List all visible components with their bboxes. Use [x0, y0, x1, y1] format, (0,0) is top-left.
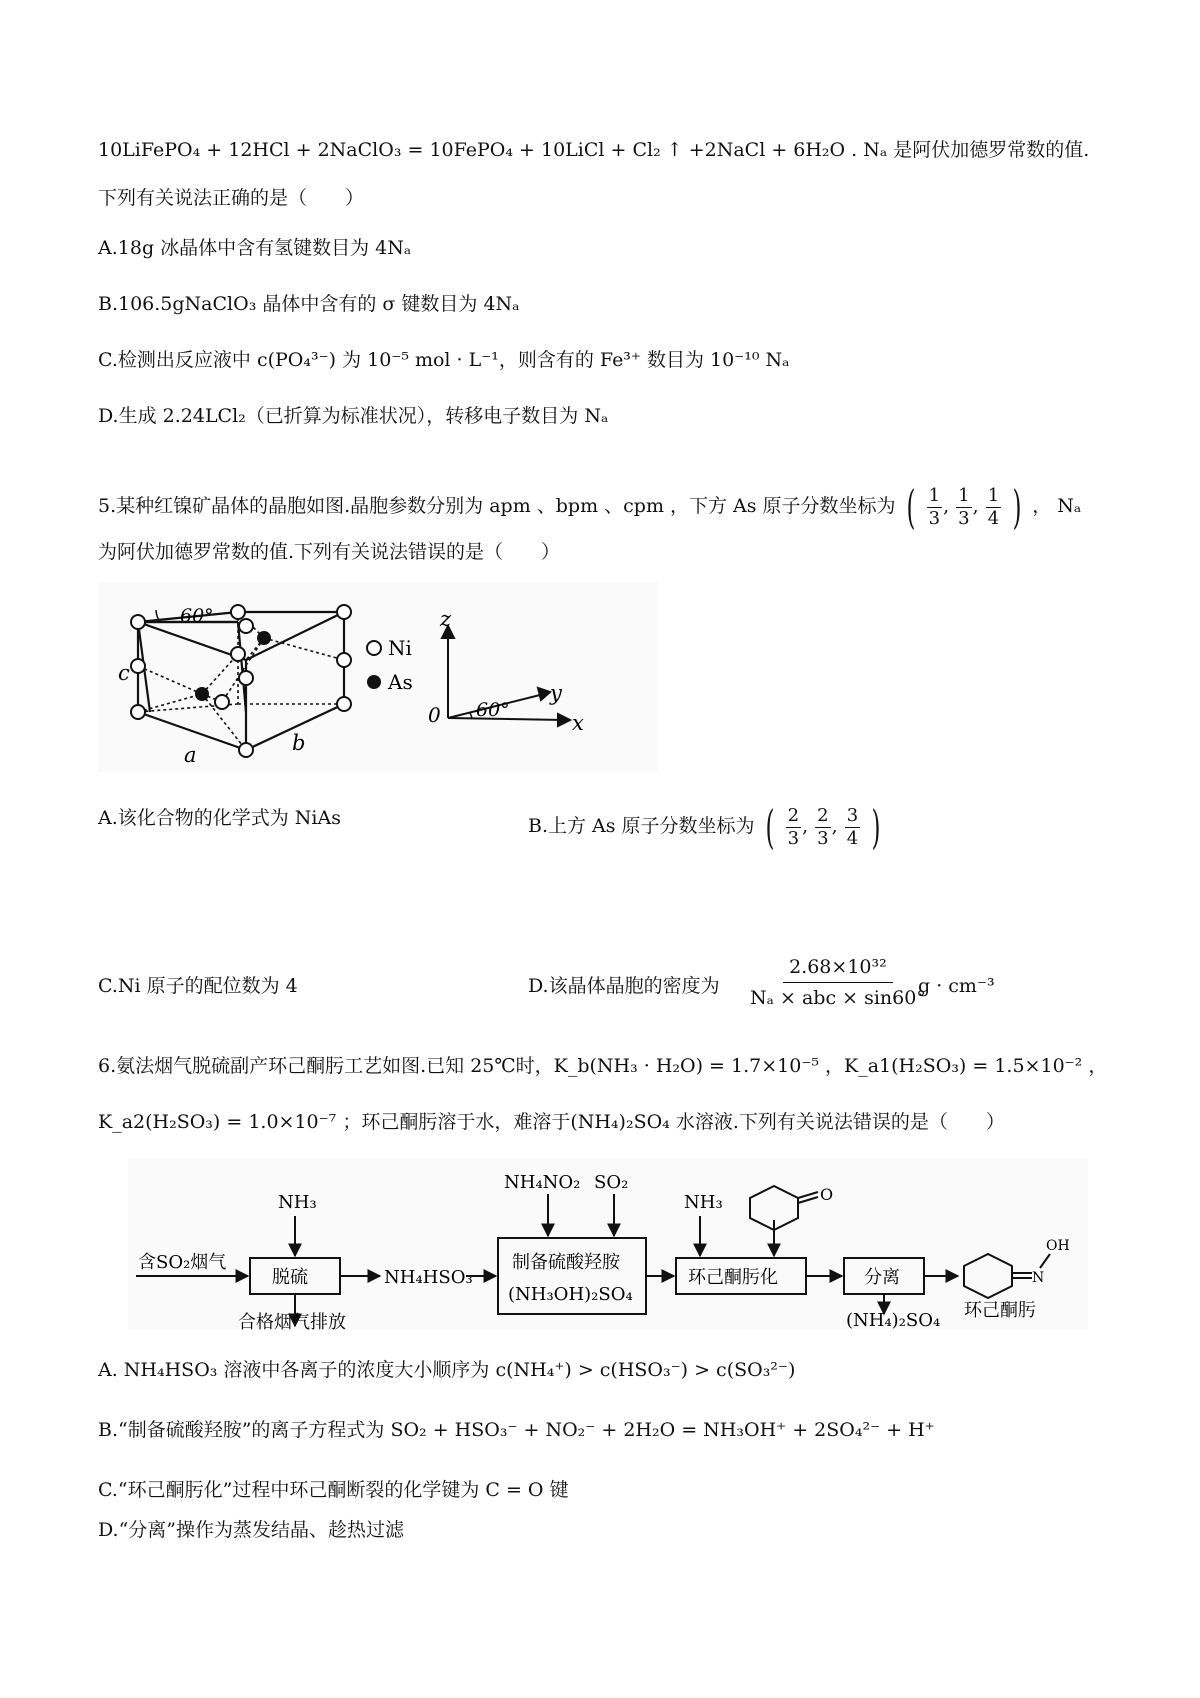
- oxime-oh-label: OH: [1046, 1238, 1070, 1254]
- flow-box-desulfur: 脱硫: [272, 1267, 308, 1288]
- q5-option-d: D.该晶体晶胞的密度为: [528, 975, 720, 997]
- density-unit: g · cm⁻³: [918, 975, 995, 997]
- q4-option-b: B.106.5gNaClO₃ 晶体中含有的 σ 键数目为 4Nₐ: [98, 293, 520, 315]
- flow-input-gas: 含SO₂烟气: [138, 1252, 227, 1273]
- q5-option-c: C.Ni 原子的配位数为 4: [98, 975, 298, 997]
- coord-upper-x: $\frac{2}{3}$: [787, 804, 800, 849]
- q4-option-d: D.生成 2.24LCl₂（已折算为标准状况），转移电子数目为 Nₐ: [98, 405, 609, 427]
- axis-z-label: z: [440, 607, 452, 631]
- coord-lower-z: $\frac{1}{4}$: [987, 484, 1000, 529]
- q6-option-b: B.“制备硫酸羟胺”的离子方程式为 SO₂ + HSO₃⁻ + NO₂⁻ + 2H₂O = NH₃OH⁺ + 2SO₄²⁻ + H⁺: [98, 1419, 935, 1441]
- q6-option-d: D.“分离”操作为蒸发结晶、趁热过滤: [98, 1519, 405, 1541]
- legend-as-label: As: [388, 670, 413, 694]
- crystal-cell-figure: [98, 582, 658, 772]
- coord-upper-y: $\frac{2}{3}$: [817, 804, 829, 849]
- edge-label-c: c: [118, 661, 130, 685]
- density-denominator: Nₐ × abc × sin60°: [750, 987, 926, 1009]
- flow-nh3-1: NH₃: [278, 1192, 317, 1213]
- flow-reagent-nitrite: NH₄NO₂: [504, 1172, 581, 1193]
- density-numerator: 2.68×10³²: [783, 956, 893, 983]
- flow-byproduct: (NH₄)₂SO₄: [846, 1310, 941, 1330]
- flow-nh3-2: NH₃: [684, 1192, 723, 1213]
- process-flow-figure: [128, 1158, 1088, 1330]
- q5-stem-line-1: 5.某种红镍矿晶体的晶胞如图.晶胞参数分别为 apm 、bpm 、cpm ，下方 As 原子分数坐标为 ( $\frac{1}{3}$ , $\frac{1}{3}$ , $\frac{1}{4}$ ) ， Nₐ: [98, 480, 1082, 534]
- flow-reagent-so2: SO₂: [594, 1172, 629, 1193]
- oxime-n-label: N: [1032, 1270, 1045, 1286]
- q5-stem-line-2: 为阿伏加德罗常数的值.下列有关说法错误的是（ ）: [98, 541, 561, 563]
- cell-angle-label: 60°: [180, 605, 214, 627]
- ketone-o-label: O: [820, 1185, 834, 1204]
- coord-lower-y: $\frac{1}{3}$: [958, 484, 970, 529]
- flow-box-oxime: 环己酮肟化: [688, 1267, 778, 1288]
- axis-angle-label: 60°: [476, 699, 510, 721]
- coord-upper-z: $\frac{3}{4}$: [846, 804, 859, 849]
- flow-exhaust: 合格烟气排放: [238, 1312, 346, 1330]
- axis-y-label: y: [550, 681, 562, 705]
- flow-box-separate: 分离: [864, 1267, 900, 1288]
- legend-as-marker: [367, 675, 381, 689]
- q6-option-a: A. NH₄HSO₃ 溶液中各离子的浓度大小顺序为 c(NH₄⁺) > c(HSO₃⁻) > c(SO₃²⁻): [98, 1359, 796, 1381]
- q5-option-a: A.该化合物的化学式为 NiAs: [98, 807, 341, 829]
- legend-ni-marker: [367, 641, 381, 655]
- density-fraction: [744, 956, 932, 1009]
- edge-label-a: a: [184, 743, 197, 767]
- axis-x-label: x: [572, 711, 584, 735]
- coord-lower-x: $\frac{1}{3}$: [928, 484, 941, 529]
- q5-option-b: B.上方 As 原子分数坐标为 ( $\frac{2}{3}$ , $\frac{2}{3}$ , $\frac{3}{4}$ ): [528, 800, 881, 854]
- q4-stem: 下列有关说法正确的是（ ）: [98, 187, 365, 209]
- axis-origin-label: 0: [428, 703, 441, 727]
- flow-final-product: 环己酮肟: [964, 1300, 1036, 1321]
- q6-option-c: C.“环己酮肟化”过程中环己酮断裂的化学键为 C = O 键: [98, 1479, 569, 1501]
- q4-option-c: C.检测出反应液中 c(PO₄³⁻) 为 10⁻⁵ mol · L⁻¹，则含有的 Fe³⁺ 数目为 10⁻¹⁰ Nₐ: [98, 349, 790, 371]
- q6-stem-line-1: 6.氨法烟气脱硫副产环己酮肟工艺如图.已知 25℃时，K_b(NH₃ · H₂O) = 1.7×10⁻⁵ ，K_a1(H₂SO₃) = 1.5×10⁻² ，: [98, 1055, 1108, 1077]
- q4-equation: 10LiFePO₄ + 12HCl + 2NaClO₃ = 10FePO₄ + 10LiCl + Cl₂ ↑ +2NaCl + 6H₂O . Nₐ 是阿伏加德罗常数的值.: [98, 139, 1090, 161]
- flow-box-prep-2: (NH₃OH)₂SO₄: [508, 1284, 633, 1305]
- q4-option-a: A.18g 冰晶体中含有氢键数目为 4Nₐ: [98, 237, 412, 259]
- edge-label-b: b: [292, 731, 306, 755]
- q5-stem-text: 5.某种红镍矿晶体的晶胞如图.晶胞参数分别为 apm 、bpm 、cpm ，下方 As 原子分数坐标为: [98, 495, 896, 517]
- legend-ni-label: Ni: [388, 636, 412, 660]
- q5-stem-tail: ， Nₐ: [1032, 495, 1082, 517]
- flow-box-prep-1: 制备硫酸羟胺: [512, 1252, 620, 1273]
- q6-stem-line-2: K_a2(H₂SO₃) = 1.0×10⁻⁷ ；环己酮肟溶于水，难溶于(NH₄)₂SO₄ 水溶液.下列有关说法错误的是（ ）: [98, 1111, 1005, 1133]
- flow-product-1: NH₄HSO₃: [384, 1267, 473, 1288]
